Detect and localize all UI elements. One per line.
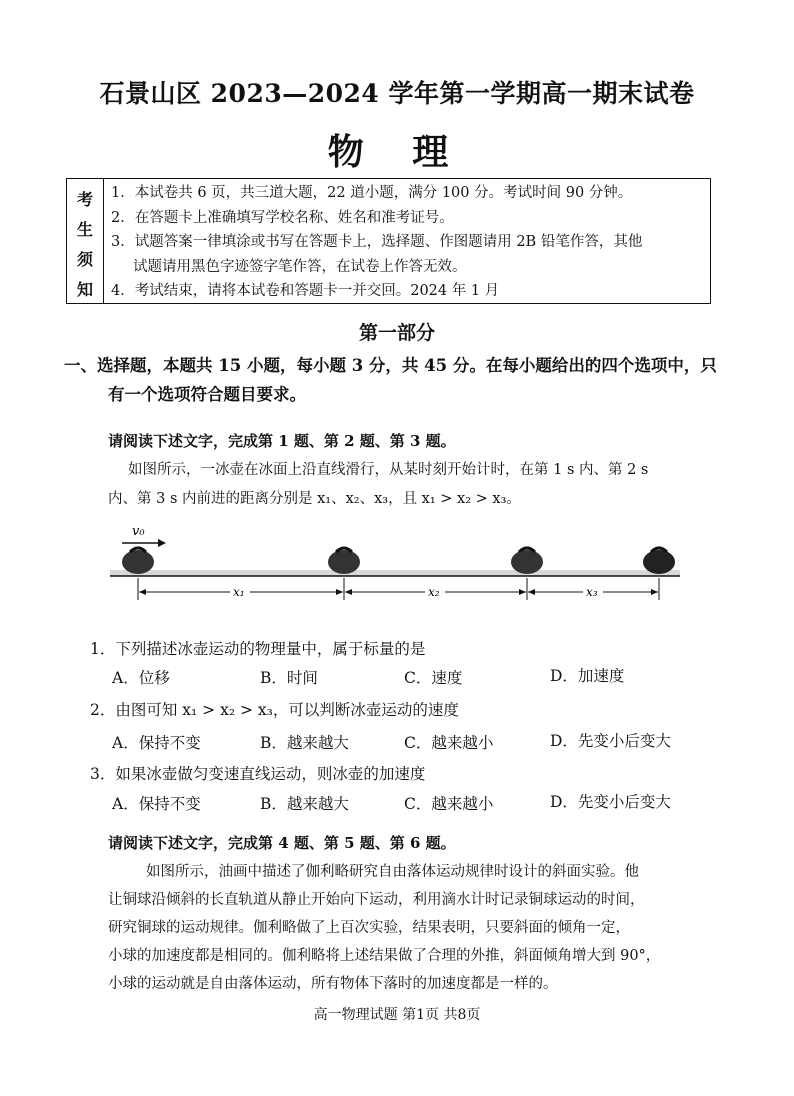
curling-stone [643,548,675,574]
page-footer: 高一物理试题 第1页 共8页 [313,1007,481,1023]
notice-box [66,178,711,304]
notice-label [67,179,104,303]
section-title: 第一部分 [358,322,435,344]
option-c: C．越来越小 [404,795,494,813]
option-a: A．位移 [112,669,170,687]
notice-item: 4．考试结束，请将本试卷和答题卡一并交回。2024 年 1 月 [111,283,500,299]
option-c: C．速度 [404,669,463,687]
question-stem: 2．由图可知 x₁ > x₂ > x₃，可以判断冰壶运动的速度 [90,701,459,719]
group-text: 研究铜球的运动规律。伽利略做了上百次实验，结果表明，只要斜面的倾角一定， [108,920,630,936]
curling-stone [328,548,360,574]
notice-label-char: 知 [76,280,93,299]
notice-item: 1．本试卷共 6 页，共三道大题，22 道小题，满分 100 分。考试时间 90 分钟。 [111,185,633,201]
option-d: D．先变小后变大 [550,732,671,750]
part-instruction: 有一个选项符合题目要求。 [108,385,306,404]
group-text: 如图所示，一冰壶在冰面上沿直线滑行，从某时刻开始计时，在第 1 s 内、第 2 s [128,462,649,478]
group-heading: 请阅读下述文字，完成第 1 题、第 2 题、第 3 题。 [108,432,456,450]
notice-label-char: 考 [76,190,93,209]
subject-title: 物 理 [327,131,467,173]
notice-items [111,181,704,304]
group-text: 内、第 3 s 内前进的距离分别是 x₁、x₂、x₃，且 x₁ > x₂ > x₃。 [108,491,521,507]
notice-label-char: 须 [76,250,93,269]
x3-label: x₃ [586,585,598,599]
x1-label: x₁ [233,585,245,599]
option-b: B．越来越大 [260,734,349,752]
question-stem: 3．如果冰壶做匀变速直线运动，则冰壶的加速度 [90,765,426,783]
option-d: D．加速度 [550,667,625,685]
option-a: A．保持不变 [112,734,201,752]
x2-label: x₂ [428,585,440,599]
group-text: 如图所示，油画中描述了伽利略研究自由落体运动规律时设计的斜面实验。他 [146,864,639,880]
option-c: C．越来越小 [404,734,494,752]
question-stem: 1．下列描述冰壶运动的物理量中，属于标量的是 [90,640,426,658]
group-text: 小球的运动就是自由落体运动，所有物体下落时的加速度都是一样的。 [108,976,558,992]
exam-title: 石景山区 2023—2024 学年第一学期高一期末试卷 [99,79,695,108]
ice-surface [110,570,680,576]
curling-figure [108,520,688,630]
notice-label-char: 生 [76,220,93,239]
notice-item: 2．在答题卡上准确填写学校名称、姓名和准考证号。 [111,209,454,226]
group-text: 让铜球沿倾斜的长直轨道从静止开始向下运动，利用滴水计时记录铜球运动的时间， [108,892,645,908]
part-instruction: 一、选择题，本题共 15 小题，每小题 3 分，共 45 分。在每小题给出的四个选项中，只 [64,356,717,375]
notice-item: 试题请用黑色字迹签字笔作答，在试卷上作答无效。 [133,258,467,275]
group-heading: 请阅读下述文字，完成第 4 题、第 5 题、第 6 题。 [108,834,456,852]
curling-stone [511,548,543,574]
notice-item: 3．试题答案一律填涂或书写在答题卡上，选择题、作图题请用 2B 铅笔作答，其他 [111,234,643,250]
v0-label: v₀ [132,524,145,539]
curling-stone [122,548,154,574]
group-text: 小球的加速度都是相同的。伽利略将上述结果做了合理的外推，斜面倾角增大到 90°， [108,948,661,964]
option-d: D．先变小后变大 [550,793,671,811]
option-a: A．保持不变 [112,795,201,813]
option-b: B．越来越大 [260,795,349,813]
option-b: B．时间 [260,669,318,687]
